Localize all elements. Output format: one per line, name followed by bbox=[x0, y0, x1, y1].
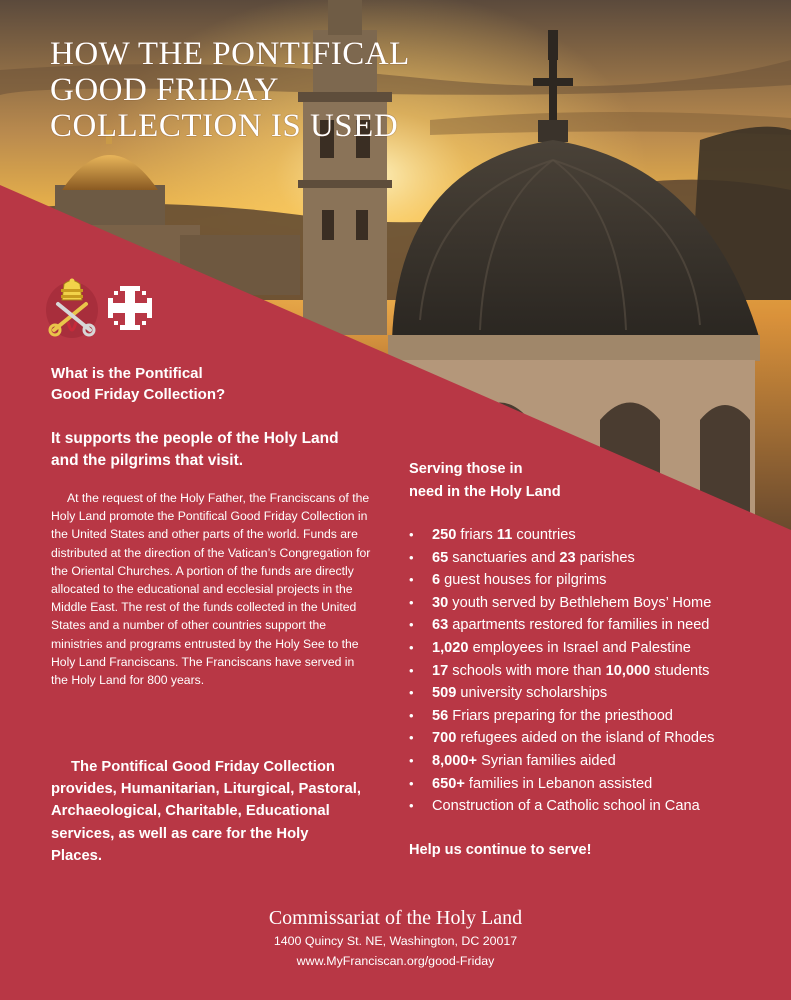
fact-number-2: 23 bbox=[559, 549, 576, 566]
fact-number-2: 11 bbox=[496, 527, 513, 543]
fact-text: refugees aided on the island of Rhodes bbox=[456, 730, 715, 747]
fact-text: sanctuaries and bbox=[448, 549, 560, 566]
footer bbox=[0, 905, 791, 971]
fact-text-2: countries bbox=[512, 527, 576, 543]
title-line-1: HOW THE PONTIFICAL bbox=[50, 36, 410, 72]
fact-number: 56 bbox=[432, 707, 449, 724]
serving-line-2: need in the Holy Land bbox=[409, 484, 561, 500]
fact-text: Construction of a Catholic school in Cana bbox=[432, 798, 700, 815]
fact-text: families in Lebanon assisted bbox=[464, 775, 653, 792]
fact-text: guest houses for pilgrims bbox=[440, 572, 607, 589]
fact-text: Friars preparing for the priesthood bbox=[448, 707, 673, 724]
fact-number: 8,000+ bbox=[432, 752, 478, 769]
fact-item bbox=[409, 795, 714, 818]
fact-text: friars bbox=[456, 527, 497, 543]
emblems bbox=[46, 278, 166, 340]
fact-text: Syrian families aided bbox=[477, 752, 616, 769]
fact-item bbox=[409, 727, 714, 750]
fact-number: 63 bbox=[432, 617, 449, 634]
footer-org-name: Commissariat of the Holy Land bbox=[268, 907, 523, 929]
fact-item bbox=[409, 524, 714, 547]
title-line-3: COLLECTION IS USED bbox=[50, 108, 399, 144]
fact-text: apartments restored for families in need bbox=[448, 617, 710, 634]
page-title bbox=[50, 36, 410, 144]
serving-heading bbox=[409, 458, 669, 504]
fact-item bbox=[409, 660, 714, 683]
footer-url: www.MyFranciscan.org/good-Friday bbox=[296, 954, 495, 968]
fact-number: 509 bbox=[432, 685, 457, 702]
jerusalem-cross-icon bbox=[104, 282, 156, 334]
fact-item bbox=[409, 614, 714, 637]
fact-number: 650+ bbox=[432, 775, 465, 792]
papal-keys-tiara-icon bbox=[46, 278, 98, 340]
collection-paragraph: The Pontifical Good Friday Collection provides, Humanitarian, Liturgical, Pastoral, Archaeological, Charitable, Educational services, as well as care for the Holy Places. bbox=[51, 759, 361, 864]
question-line-2: Good Friday Collection? bbox=[51, 386, 226, 403]
fact-item bbox=[409, 637, 714, 660]
body-paragraph: At the request of the Holy Father, the Franciscans of the Holy Land promote the Pontifical Good Friday Collection in the United States and other parts of the world. Funds are distributed at the direction of the Vatican’s Congregation for the Oriental Churches. A portion of the funds are directly allocated to the educational and ecclesial projects in the Middle East. The rest of the funds collected in the United States and a number of other countries support the ministries and programs entrusted by the Holy See to the Holy Land Franciscans. The Franciscans have served in the Holy Land for 800 years. bbox=[51, 491, 371, 688]
call-to-action: Help us continue to serve! bbox=[409, 842, 592, 858]
question-heading bbox=[51, 363, 351, 405]
footer-address: 1400 Quincy St. NE, Washington, DC 20017 bbox=[273, 934, 518, 948]
fact-text: youth served by Bethlehem Boys’ Home bbox=[448, 594, 712, 611]
fact-item bbox=[409, 682, 714, 705]
fact-number: 65 bbox=[432, 549, 449, 566]
fact-item bbox=[409, 592, 714, 615]
question-line-1: What is the Pontifical bbox=[51, 365, 203, 382]
supports-line-1: It supports the people of the Holy Land bbox=[51, 430, 339, 447]
fact-item bbox=[409, 547, 714, 570]
fact-number: 6 bbox=[432, 572, 441, 589]
facts-list bbox=[409, 524, 714, 818]
fact-text: university scholarships bbox=[456, 685, 608, 702]
supports-line-2: and the pilgrims that visit. bbox=[51, 452, 244, 469]
title-line-2: GOOD FRIDAY bbox=[50, 72, 279, 108]
fact-item bbox=[409, 569, 714, 592]
supports-heading bbox=[51, 428, 371, 472]
fact-text-2: students bbox=[650, 662, 710, 679]
fact-item bbox=[409, 705, 714, 728]
fact-number: 1,020 bbox=[432, 639, 469, 656]
fact-text: schools with more than bbox=[448, 662, 606, 679]
fact-item bbox=[409, 773, 714, 796]
fact-text-2: parishes bbox=[575, 549, 635, 566]
fact-number-2: 10,000 bbox=[605, 662, 651, 679]
fact-number: 250 bbox=[432, 527, 457, 543]
fact-number: 700 bbox=[432, 730, 457, 747]
serving-line-1: Serving those in bbox=[409, 461, 523, 477]
fact-text: employees in Israel and Palestine bbox=[468, 639, 691, 656]
fact-number: 17 bbox=[432, 662, 449, 679]
fact-number: 30 bbox=[432, 594, 449, 611]
fact-item bbox=[409, 750, 714, 773]
